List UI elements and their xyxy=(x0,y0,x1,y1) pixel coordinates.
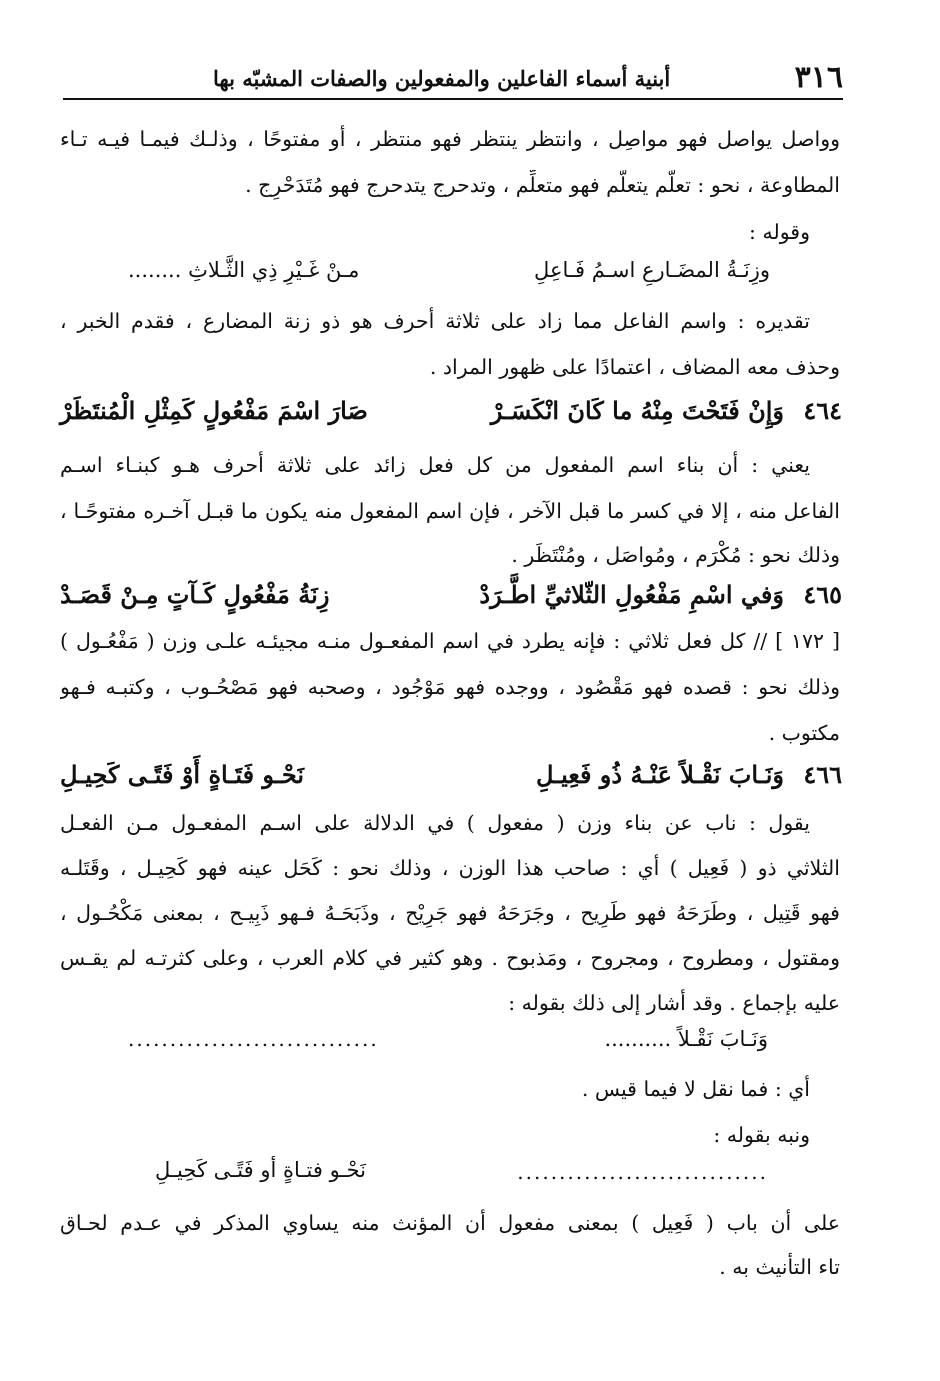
text-line: ومقتول ، ومطروح ، ومجروح ، ومَذبوح . وهو كثير في كلام العرب ، وعلى كثرتـه لم يقـس xyxy=(60,946,840,970)
verse-second-hemistich: نَحْـو فَتَـاةٍ أَوْ فَتًـى كَحِيـلِ xyxy=(60,760,305,789)
verse-second-hemistich: صَارَ اسْمَ مَفْعُولٍ كَمِثْلِ الْمُنتَظَرْ xyxy=(60,396,368,425)
quoted-hemistich: وزِنَـةُ المضَـارعِ اسـمُ فَـاعِلِ xyxy=(534,258,770,282)
text-line: مكتوب . xyxy=(768,721,840,745)
text-line: [ ١٧٢ ] // كل فعل ثلاثي : فإنه يطرد في اسم المفعـول منـه مجيئـه علـى وزن ( مَفْعُـول ) xyxy=(60,629,840,653)
text-line: ونبه بقوله : xyxy=(713,1123,810,1147)
text-line: فهو قَتِيل ، وطَرَحَهُ فهو طَرِيح ، وجَرَحَهُ فهو جَرِيْح ، وذَبَحَـهُ فـهو ذَبِيـح ، بمعنى مَكْحُـول ، xyxy=(60,901,840,925)
ellipsis-line: .............................. xyxy=(517,1160,768,1184)
quoted-hemistich: مـنْ غَـيْرِ ذِي الثَّـلاثِ ........ xyxy=(128,258,360,282)
text-line: وواصل يواصل فهو مواصِل ، وانتظر ينتظر فهو منتظر ، أو مفتوحًا ، وذلـك فيمـا فيـه تـاء xyxy=(60,127,840,151)
verse-number: ٤٦٦ xyxy=(803,760,842,789)
page-number: ٣١٦ xyxy=(794,60,843,95)
verse-number: ٤٦٥ xyxy=(803,580,842,609)
text-line: أي : فما نقل لا فيما قيس . xyxy=(581,1077,810,1101)
text-line: الفاعل منه ، إلا في كسر ما قبل الآخر ، فإن اسم المفعول منه يكون ما قبـل آخـره مفتوحًـا ، xyxy=(60,499,840,523)
ellipsis-line: .............................. xyxy=(128,1027,379,1051)
text-line: المطاوعة ، نحو : تعلّم يتعلّم فهو متعلِّم ، وتدحرج يتدحرج فهو مُتَدَحْرِج . xyxy=(245,173,840,197)
verse-464 xyxy=(60,392,842,436)
quoted-hemistich: نَحْـو فتـاةٍ أو فَتًـى كَحِيـلِ xyxy=(155,1158,366,1182)
text-line: على أن باب ( فَعِيل ) بمعنى مفعول أن المؤنث منه يساوي المذكر في عـدم لحـاق xyxy=(60,1211,840,1235)
text-line: تاء التأنيث به . xyxy=(719,1255,840,1279)
verse-number: ٤٦٤ xyxy=(803,396,842,425)
text-line: وحذف معه المضاف ، اعتمادًا على ظهور المراد . xyxy=(429,355,840,379)
text-line: وذلك نحو : مُكْرَم ، ومُواصَل ، ومُنْتَظَر . xyxy=(511,543,840,567)
verse-second-hemistich: زِنَةُ مَفْعُولٍ كَـآتٍ مِـنْ قَصَـدْ xyxy=(60,580,330,609)
verse-first-hemistich: وَفي اسْمِ مَفْعُولِ الثّلاثيِّ اطَّـرَدْ xyxy=(479,580,784,609)
verse-466 xyxy=(60,756,842,800)
page-header xyxy=(63,58,843,100)
running-title: أبنية أسماء الفاعلين والمفعولين والصفات المشبّه بها xyxy=(213,66,671,91)
text-line: تقديره : واسم الفاعل مما زاد على ثلاثة أحرف هو ذو زنة المضارع ، فقدم الخبر ، xyxy=(60,309,810,333)
text-line: يقول : ناب عن بناء وزن ( مفعول ) في الدلالة على اسـم المفعـول مـن الفعـل xyxy=(60,811,810,835)
text-line: عليه بإجماع . وقد أشار إلى ذلك بقوله : xyxy=(508,991,840,1015)
text-line: الثلاثي ذو ( فَعِيل ) أي : صاحب هذا الوزن ، وذلك نحو : كَحَل عينه فهو كَحِيـل ، وقَتَلـه xyxy=(60,856,840,880)
quoted-hemistich: وَنَـابَ نَقْـلاً .......... xyxy=(604,1027,768,1051)
verse-first-hemistich: وَنَـابَ نَقْـلاً عَنْـهُ ذُو فَعِيـلِ xyxy=(535,760,784,789)
text-line: وقوله : xyxy=(749,220,810,244)
verse-first-hemistich: وَإِنْ فَتَحْتَ مِنْهُ ما كَانَ انْكَسَـرْ xyxy=(490,396,784,425)
text-line: يعني : أن بناء اسم المفعول من كل فعل زائد على ثلاثة أحرف هـو كبنـاء اسـم xyxy=(60,453,810,477)
verse-465 xyxy=(60,576,842,620)
text-line: وذلك نحو : قصده فهو مَقْصُود ، ووجده فهو مَوْجُود ، وصحبه فهو مَصْحُـوب ، وكتبـه فـهو xyxy=(60,675,840,699)
